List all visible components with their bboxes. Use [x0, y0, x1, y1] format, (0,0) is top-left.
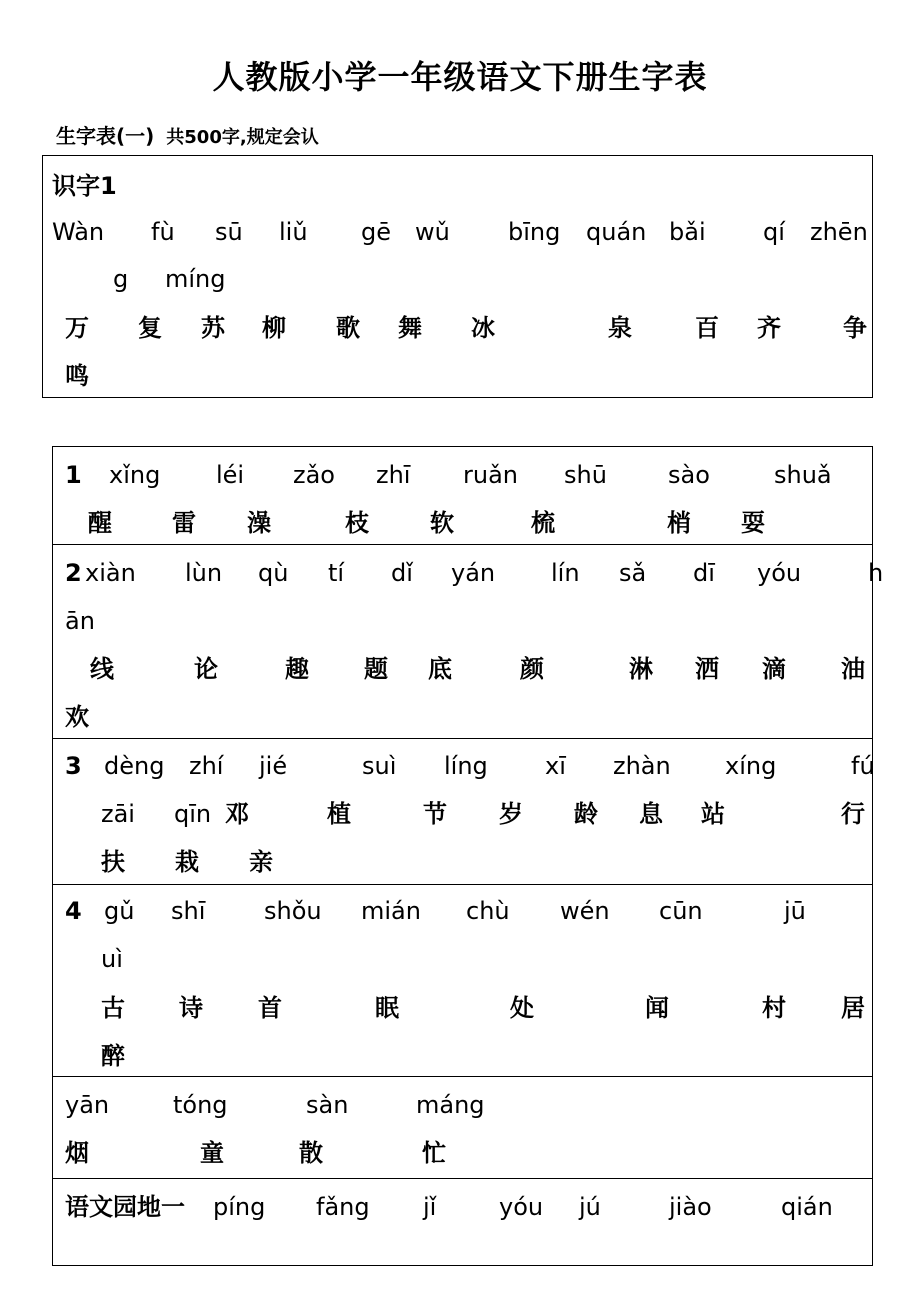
pinyin: liǔ: [279, 218, 308, 246]
hanzi: 古: [101, 994, 125, 1022]
hanzi: 处: [510, 994, 534, 1022]
hanzi: 柳: [262, 314, 286, 342]
hanzi: 油: [841, 655, 865, 683]
hanzi: 首: [258, 994, 282, 1022]
pinyin: sū: [215, 218, 243, 246]
hanzi: 雷: [172, 509, 196, 537]
hanzi: 论: [194, 655, 218, 683]
lesson-box-shizi1: [42, 155, 873, 398]
lesson-number: 2: [65, 559, 82, 587]
hanzi: 舞: [398, 314, 422, 342]
hanzi: 梳: [531, 509, 555, 537]
lesson-number: 3: [65, 752, 82, 780]
pinyin: suì: [362, 752, 397, 780]
hanzi: 耍: [741, 509, 765, 537]
pinyin: chù: [466, 897, 510, 925]
hanzi: 冰: [471, 314, 495, 342]
pinyin: xī: [545, 752, 566, 780]
hanzi: 站: [701, 800, 725, 828]
pinyin: shuǎ: [774, 461, 832, 489]
hanzi: 闻: [645, 994, 669, 1022]
hanzi: 居: [841, 994, 865, 1022]
pinyin: zhí: [189, 752, 224, 780]
pinyin: sàn: [306, 1091, 349, 1119]
hanzi: 邓: [225, 800, 249, 828]
pinyin: qīn: [174, 800, 212, 828]
lesson-number: 1: [65, 461, 82, 489]
hanzi: 题: [364, 655, 388, 683]
pinyin: jū: [784, 897, 806, 925]
hanzi: 眠: [375, 994, 399, 1022]
hanzi: 滴: [762, 655, 786, 683]
pinyin: fú: [851, 752, 875, 780]
hanzi: 万: [65, 314, 89, 342]
hanzi: 植: [327, 800, 351, 828]
hanzi: 忙: [422, 1139, 446, 1167]
hanzi: 争: [843, 314, 867, 342]
pinyin: máng: [416, 1091, 485, 1119]
pinyin: yán: [451, 559, 496, 587]
hanzi: 底: [428, 655, 452, 683]
row-divider: [53, 1178, 872, 1179]
hanzi: 烟: [65, 1139, 89, 1167]
pinyin: quán: [586, 218, 647, 246]
pinyin: Wàn: [52, 218, 105, 246]
pinyin: mián: [361, 897, 421, 925]
hanzi: 醒: [88, 509, 112, 537]
pinyin: qián: [781, 1193, 833, 1221]
hanzi: 散: [299, 1139, 323, 1167]
row-divider: [53, 1076, 872, 1077]
hanzi: 趣: [285, 655, 309, 683]
pinyin: xiàn: [85, 559, 136, 587]
pinyin: zǎo: [293, 461, 335, 489]
row-divider: [53, 884, 872, 885]
subtitle-label: 生字表(一): [56, 124, 155, 148]
hanzi: 诗: [179, 994, 203, 1022]
pinyin: dèng: [104, 752, 165, 780]
pinyin: tí: [328, 559, 345, 587]
pinyin: píng: [213, 1193, 266, 1221]
pinyin: shǒu: [264, 897, 322, 925]
hanzi: 龄: [574, 800, 598, 828]
pinyin: yān: [65, 1091, 110, 1119]
pinyin: g: [113, 265, 129, 293]
pinyin: cūn: [659, 897, 703, 925]
pinyin: ān: [65, 607, 95, 635]
pinyin: fù: [151, 218, 175, 246]
lesson-heading: 识字1: [52, 172, 117, 200]
pinyin: jú: [579, 1193, 601, 1221]
pinyin: zhàn: [613, 752, 671, 780]
subtitle-note: 共500字,规定会认: [166, 127, 319, 148]
hanzi: 梢: [667, 509, 691, 537]
hanzi: 苏: [201, 314, 225, 342]
hanzi: 栽: [175, 848, 199, 876]
pinyin: jǐ: [423, 1193, 437, 1221]
pinyin: sào: [668, 461, 710, 489]
pinyin: zhēn: [810, 218, 868, 246]
pinyin: dǐ: [391, 559, 413, 587]
hanzi: 枝: [345, 509, 369, 537]
pinyin: xíng: [725, 752, 777, 780]
pinyin: sǎ: [619, 559, 647, 587]
hanzi: 泉: [608, 314, 632, 342]
pinyin: uì: [101, 945, 123, 973]
pinyin: qù: [258, 559, 289, 587]
hanzi: 行: [841, 800, 865, 828]
pinyin: shū: [564, 461, 607, 489]
hanzi: 歌: [336, 314, 360, 342]
pinyin: h: [868, 559, 884, 587]
pinyin: bīng: [508, 218, 561, 246]
hanzi: 齐: [757, 314, 781, 342]
hanzi: 复: [138, 314, 162, 342]
pinyin: xǐng: [109, 461, 161, 489]
pinyin: fǎng: [316, 1193, 370, 1221]
pinyin: zāi: [101, 800, 135, 828]
pinyin: zhī: [376, 461, 411, 489]
pinyin: jié: [259, 752, 288, 780]
hanzi: 岁: [499, 800, 523, 828]
hanzi: 淋: [629, 655, 653, 683]
section-subtitle: [56, 120, 319, 149]
hanzi: 亲: [249, 848, 273, 876]
hanzi: 百: [695, 314, 719, 342]
hanzi: 村: [762, 994, 786, 1022]
pinyin: bǎi: [669, 218, 706, 246]
pinyin: wén: [560, 897, 610, 925]
hanzi: 醉: [101, 1042, 125, 1070]
pinyin: qí: [763, 218, 785, 246]
pinyin: jiào: [669, 1193, 712, 1221]
pinyin: ruǎn: [463, 461, 518, 489]
hanzi: 扶: [101, 848, 125, 876]
hanzi: 颜: [520, 655, 544, 683]
pinyin: tóng: [173, 1091, 228, 1119]
hanzi: 线: [90, 655, 114, 683]
pinyin: yóu: [499, 1193, 544, 1221]
pinyin: léi: [216, 461, 245, 489]
lessons-table: [52, 446, 884, 1266]
garden-label: 语文园地一: [65, 1193, 185, 1221]
pinyin: lín: [551, 559, 580, 587]
hanzi: 澡: [247, 509, 271, 537]
hanzi: 息: [639, 800, 663, 828]
pinyin: míng: [165, 265, 226, 293]
hanzi: 欢: [65, 703, 89, 731]
row-divider: [53, 544, 872, 545]
hanzi: 童: [200, 1139, 224, 1167]
pinyin: gē: [361, 218, 391, 246]
pinyin: gǔ: [104, 897, 135, 925]
pinyin: dī: [693, 559, 715, 587]
hanzi: 软: [430, 509, 454, 537]
pinyin: wǔ: [415, 218, 450, 246]
pinyin: lùn: [185, 559, 223, 587]
pinyin: yóu: [757, 559, 802, 587]
pinyin: líng: [444, 752, 488, 780]
hanzi: 鸣: [65, 362, 89, 390]
pinyin: shī: [171, 897, 206, 925]
row-divider: [53, 738, 872, 739]
hanzi: 节: [423, 800, 447, 828]
page-title: 人教版小学一年级语文下册生字表: [212, 58, 708, 96]
lesson-number: 4: [65, 897, 82, 925]
hanzi: 洒: [695, 655, 719, 683]
